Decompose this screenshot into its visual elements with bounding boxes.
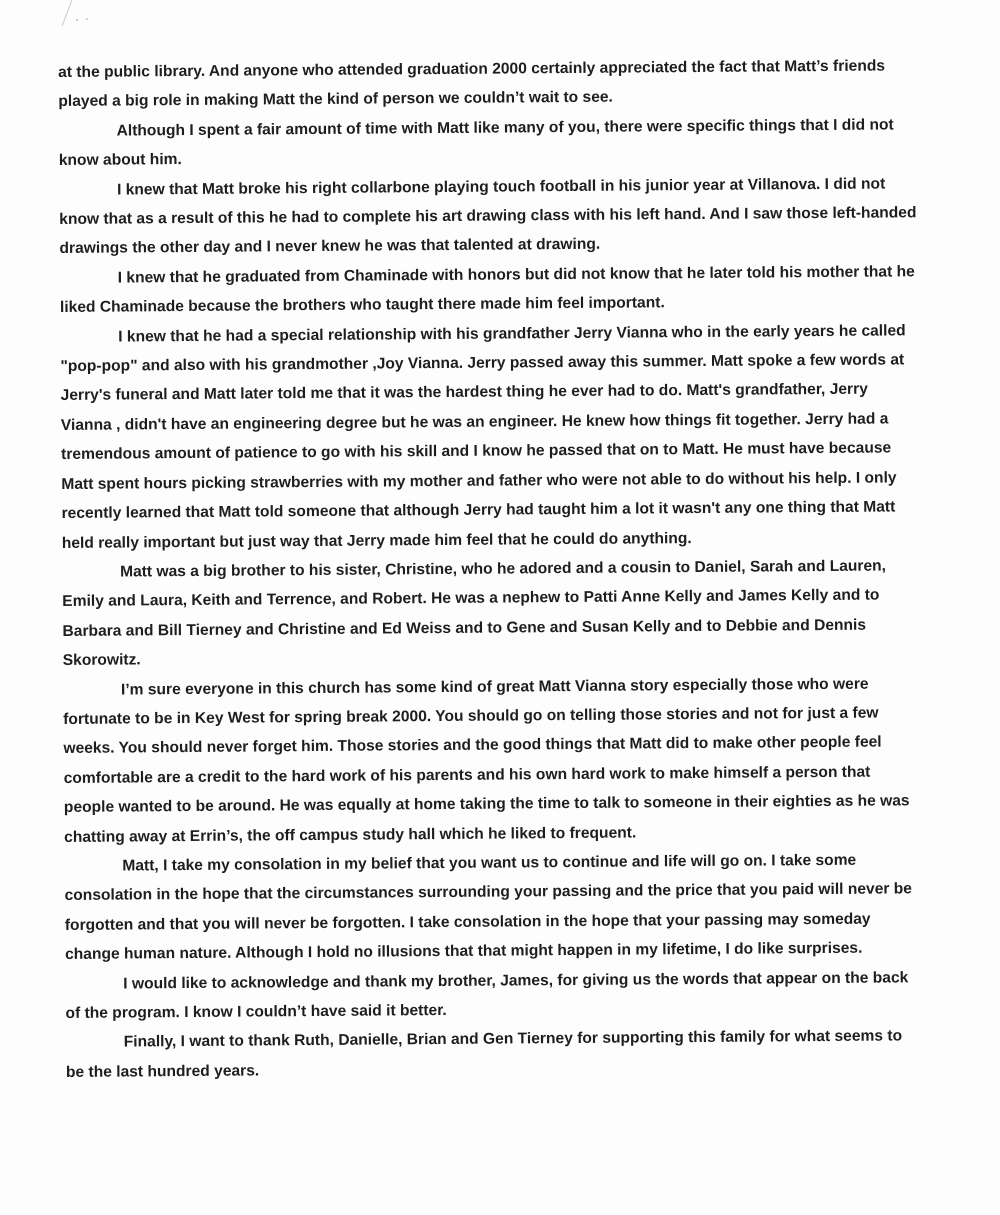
paragraph: I knew that Matt broke his right collarbone playing touch football in his junior year at Villanova. I did not know that as a result of this he had to complete his art drawing class with his left hand. And I saw those left-handed drawings the other day and I never knew he was that talented at drawing. [59,175,917,258]
paragraph: Although I spent a fair amount of time with Matt like many of you, there were specific things that I did not know about him. [58,116,894,170]
paragraph: I knew that he graduated from Chaminade with honors but did not know that he later told his mother that he liked Chaminade because the brothers who taught there made him feel important. [59,263,915,317]
paragraph: I knew that he had a special relationship with his grandfather Jerry Vianna who in the early years he called "pop-pop" and also with his grandmother ,Joy Vianna. Jerry passed away this summer. Matt spoke a few words at Jerry's funeral and Matt later told me that it was the hardest thing he ever had to do. Matt's grandfather, Jerry Vianna , didn't have an engineering degree but he was an engineer. He knew how things fit together. Jerry had a tremendous amount of patience to go with his skill and I know he passed that on to Matt. He must have because Matt spent hours picking strawberries with my mother and father who were not able to do without his help. I only recently learned that Matt told someone that although Jerry had taught him a lot it wasn't any one thing that Matt held really important but just way that Jerry made him feel that he could do anything. [60,322,906,552]
document-body [58,51,924,1087]
paragraph: Matt, I take my consolation in my belief that you want us to continue and life will go on. I take some consolation in the hope that the circumstances surrounding your passing and the price that you paid will never be forgotten and that you will never be forgotten. I take consolation in the hope that your passing may someday change human nature. Although I hold no illusions that that might happen in my lifetime, I do like surprises. [64,851,913,964]
paragraph: at the public library. And anyone who attended graduation 2000 certainly appreciated the fact that Matt’s friends played a big role in making Matt the kind of person we couldn’t wait to see. [58,57,886,111]
paragraph: Matt was a big brother to his sister, Christine, who he adored and a cousin to Daniel, Sarah and Lauren, Emily and Laura, Keith and Terrence, and Robert. He was a nephew to Patti Anne Kelly and James Kelly and to Barbara and Bill Tierney and Christine and Ed Weiss and to Gene and Susan Kelly and to Debbie and Dennis Skorowitz. [62,557,887,670]
paragraph: I would like to acknowledge and thank my brother, James, for giving us the words that appear on the back of the program. I know I couldn’t have said it better. [65,968,909,1022]
paragraph: I’m sure everyone in this church has some kind of great Matt Vianna story especially those who were fortunate to be in Key West for spring break 2000. You should go on telling those stories and not for just a few weeks. You should never forget him. Those stories and the good things that Matt did to make other people feel comfortable are a credit to the hard work of his parents and his own hard work to make himself a person that people wanted to be around. He was equally at home taking the time to talk to someone in their eighties as he was chatting away at Errin’s, the off campus study hall which he liked to frequent. [63,675,910,846]
scan-mark [50,0,90,40]
paragraph: Finally, I want to thank Ruth, Danielle, Brian and Gen Tierney for supporting this family for what seems to be the last hundred years. [65,1027,903,1081]
